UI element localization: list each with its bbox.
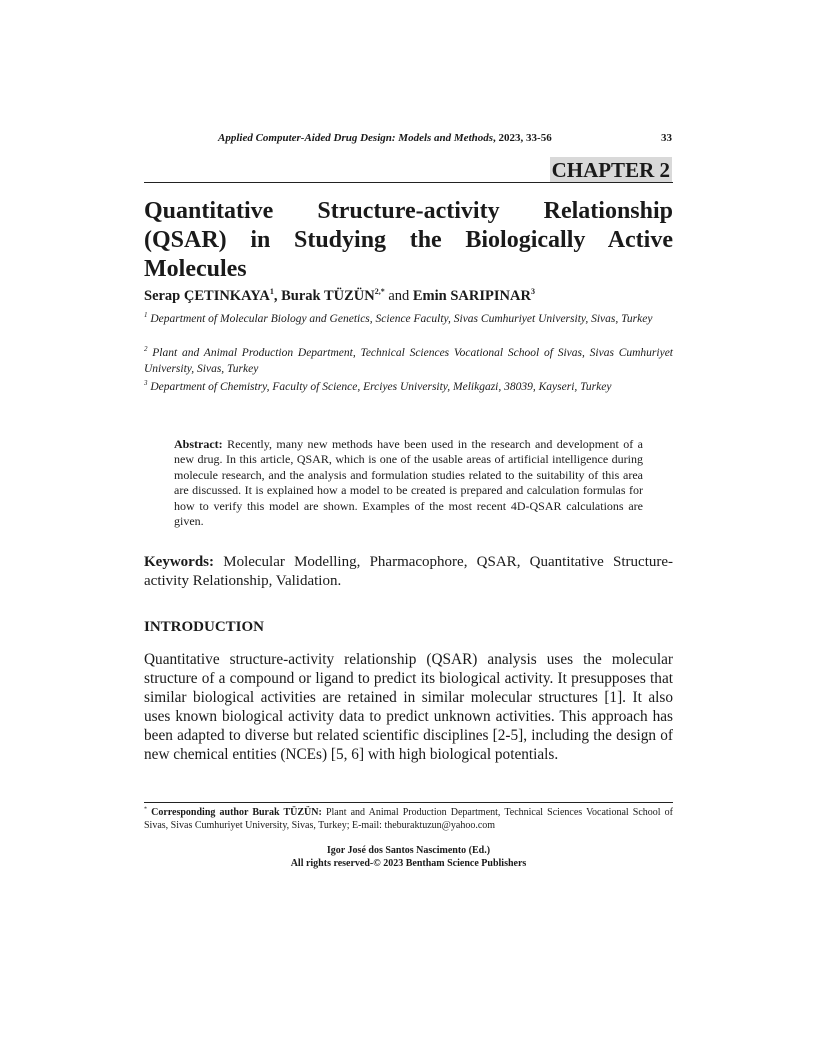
author-separator: , bbox=[273, 288, 282, 304]
affiliation-marker: 2 bbox=[144, 345, 148, 354]
author-list bbox=[144, 288, 672, 305]
chapter-label: CHAPTER 2 bbox=[551, 158, 670, 182]
running-head-title bbox=[218, 132, 552, 144]
affiliation-marker: 1 bbox=[144, 311, 148, 320]
affiliation bbox=[144, 346, 673, 377]
affiliation-text: Department of Chemistry, Faculty of Science, Erciyes University, Melikgazi, 38039, Kayseri, Turkey bbox=[150, 381, 612, 393]
author-name: Serap ÇETINKAYA bbox=[144, 288, 270, 304]
page-number: 33 bbox=[661, 132, 672, 144]
imprint bbox=[144, 844, 673, 870]
affiliation bbox=[144, 380, 673, 396]
footnote-label: Corresponding author Burak TÜZÜN: bbox=[151, 807, 322, 818]
author-affiliation-marker: 3 bbox=[530, 287, 535, 297]
article-title: Quantitative Structure-activity Relationship (QSAR) in Studying the Biologically Active Molecules bbox=[144, 198, 673, 282]
book-title: Applied Computer-Aided Drug Design: Models and Methods bbox=[218, 132, 494, 144]
affiliation bbox=[144, 312, 673, 328]
keywords-label: Keywords: bbox=[144, 554, 214, 570]
imprint-editor: Igor José dos Santos Nascimento (Ed.) bbox=[326, 845, 491, 856]
footnote-marker: * bbox=[144, 806, 147, 813]
affiliation-text: Plant and Animal Production Department, Technical Sciences Vocational School of Sivas, Sivas Cumhuriyet University, Sivas, Turkey bbox=[144, 347, 673, 375]
affiliation-text: Department of Molecular Biology and Genetics, Science Faculty, Sivas Cumhuriyet University, Sivas, Turkey bbox=[150, 313, 653, 325]
author-name: Burak TÜZÜN bbox=[281, 288, 375, 304]
author-affiliation-marker: 1 bbox=[269, 287, 274, 297]
author-affiliation-marker: 2,* bbox=[374, 287, 385, 297]
body-paragraph: Quantitative structure-activity relationship (QSAR) analysis uses the molecular structure of a compound or ligand to predict its biological activity. It presupposes that similar biological activities are retained in similar molecular structures [1]. It also uses known biological activity data to predict unknown activities. This approach has been adapted to diverse but related scientific disciplines [2-5], including the design of new chemical entities (NCEs) [5, 6] with high biological potentials. bbox=[144, 651, 673, 764]
keywords-text: Molecular Modelling, Pharmacophore, QSAR, Quantitative Structure-activity Relationship, Validation. bbox=[144, 554, 674, 589]
imprint-rights: All rights reserved-© 2023 Bentham Science Publishers bbox=[290, 858, 527, 869]
footnote bbox=[144, 806, 673, 832]
keywords bbox=[144, 553, 673, 591]
footnote-rule bbox=[144, 802, 673, 803]
section-heading: INTRODUCTION bbox=[144, 619, 265, 635]
author-separator: and bbox=[384, 288, 413, 304]
chapter-rule bbox=[144, 182, 673, 183]
abstract-text: Recently, many new methods have been used in the research and development of a new drug. In this article, QSAR, which is one of the usable areas of artificial intelligence during molecule research, and the analysis and formulation studies related to the suitability of this area are discussed. It is explained how a model to be created is prepared and calculation formulas for how to verify this model are shown. Examples of the most recent 4D-QSAR calculations are given. bbox=[174, 437, 644, 529]
abstract-label: Abstract: bbox=[174, 437, 223, 451]
author-name: Emin SARIPINAR bbox=[412, 288, 531, 304]
affiliation-marker: 3 bbox=[144, 379, 148, 388]
footnote-text: Plant and Animal Production Department, Technical Sciences Vocational School of Sivas, Sivas Cumhuriyet University, Sivas, Turkey; E-mail: theburaktuzun@yahoo.com bbox=[144, 807, 674, 831]
abstract bbox=[174, 437, 643, 529]
book-year-pages: , 2023, 33-56 bbox=[493, 132, 552, 144]
